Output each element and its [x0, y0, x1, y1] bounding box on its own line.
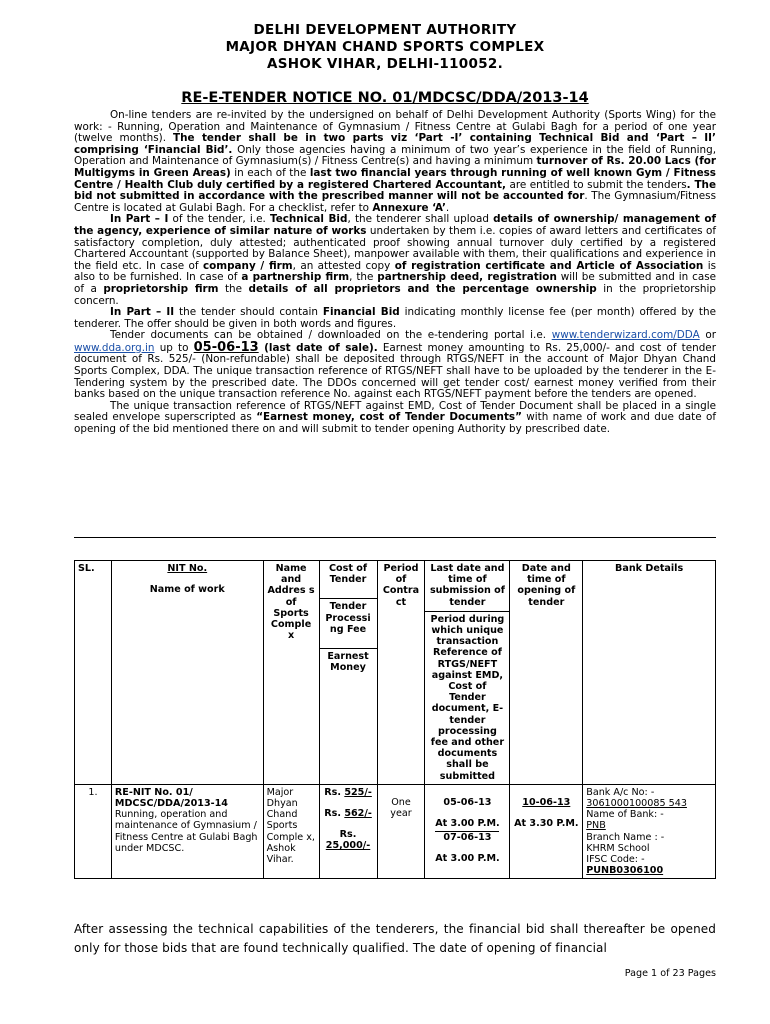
- header-opening: Date and time of opening of tender: [510, 561, 583, 785]
- table-row: [75, 784, 716, 879]
- notice-body: [74, 110, 716, 436]
- header-bank: Bank Details: [583, 561, 716, 785]
- row-period: One year: [377, 784, 425, 879]
- paragraph-part-two: In Part – II the tender should contain Financial Bid indicating monthly license fee (per month) offered by the tenderer. The offer should be given in both words and figures.: [74, 306, 716, 330]
- header-address: ASHOK VIHAR, DELHI-110052.: [266, 56, 504, 72]
- financial-bid-paragraph: After assessing the technical capabilities of the tenderers, the financial bid shall thereafter be opened only for those bids that are found technically qualified. The date of opening of financial: [74, 922, 716, 955]
- header-period: Period of Contra ct: [377, 561, 425, 785]
- header-last-date: Last date and time of submission of tender Period during which unique transaction Reference of RTGS/NEFT against EMD, Cost of Tender document, E-tender processing fee and other documents shall be submitted: [425, 561, 510, 785]
- last-sale-date: 05-06-13: [193, 339, 259, 355]
- paragraph-intro: On-line tenders are re-invited by the undersigned on behalf of Delhi Development Authority (Sports Wing) for the work: - Running, Operation and Maintenance of Gymnasium / Fitness Centre at Gulabi Bagh for a period of one year (twelve months). The tender shall be in two parts viz ‘Part -I’ containing Technical Bid and ‘Part – II’ comprising ‘Financial Bid’. Only those agencies having a minimum of two year’s experience in the field of Running, Operation and Maintenance of Gymnasium(s) / Fitness Centre(s) and having a minimum turnover of Rs. 20.00 Lacs (for Multigyms in Green Areas) in each of the last two financial years through running of well known Gym / Fitness Centre / Health Club duly certified by a registered Chartered Accountant, are entitled to submit the tenders. The bid not submitted in accordance with the prescribed manner will not be accounted for. The Gymnasium/Fitness Centre is located at Gulabi Bagh. For a checklist, refer to Annexure ‘A’.: [74, 109, 716, 214]
- row-opening: 10-06-13 At 3.30 P.M.: [510, 784, 583, 879]
- header-cost: Cost of Tender Tender Processi ng Fee Earnest Money: [319, 561, 377, 785]
- header-authority: DELHI DEVELOPMENT AUTHORITY: [253, 22, 517, 38]
- section-divider: [74, 537, 716, 538]
- dda-link[interactable]: www.dda.org.in: [74, 341, 155, 354]
- paragraph-envelope: The unique transaction reference of RTGS/NEFT against EMD, Cost of Tender Document shall be placed in a single sealed envelope superscripted as “Earnest money, cost of Tender Documents” with name of work and due date of opening of the bid mentioned there on and will submit to tender opening Authority by prescribed date.: [74, 399, 716, 436]
- page-number: Page 1 of 23 Pages: [624, 968, 716, 979]
- tenderwizard-link[interactable]: www.tenderwizard.com/DDA: [551, 329, 700, 342]
- tender-table: [74, 560, 716, 879]
- row-sl: 1.: [75, 784, 112, 879]
- header-address: Name and Addres s of Sports Comple x: [263, 561, 319, 785]
- row-nit: RE-NIT No. 01/ MDCSC/DDA/2013-14 Running, operation and maintenance of Gymnasium / Fitness Centre at Gulabi Bagh under MDCSC.: [111, 784, 263, 879]
- header-complex: MAJOR DHYAN CHAND SPORTS COMPLEX: [225, 39, 545, 55]
- row-costs: Rs. 525/- Rs. 562/- Rs. 25,000/-: [319, 784, 377, 879]
- row-address: Major Dhyan Chand Sports Comple x, Ashok Vihar.: [263, 784, 319, 879]
- header-sl: SL.: [75, 561, 112, 785]
- paragraph-part-one: In Part – I of the tender, i.e. Technical Bid, the tenderer shall upload details of ownership/ management of the agency, experience of similar nature of works undertaken by them i.e. copies of award letters and certificates of satisfactory completion, duly attested; authenticated proof showing annual turnover duly certified by a registered Chartered Accountant (supported by Balance Sheet), manpower available with them, their qualifications and experience in the field etc. In case of company / firm, an attested copy of registration certificate and Article of Association is also to be furnished. In case of a partnership firm, the partnership deed, registration will be submitted and in case of a proprietorship firm the details of all proprietors and the percentage ownership in the proprietorship concern.: [74, 213, 717, 307]
- header-nit: NIT No. Name of work: [111, 561, 263, 785]
- table-header-row: [75, 561, 716, 785]
- row-dates: 05-06-13 At 3.00 P.M. 07-06-13 At 3.00 P.M.: [425, 784, 510, 879]
- row-bank: Bank A/c No: - 3061000100085 543 Name of Bank: - PNB Branch Name : - KHRM School IFSC Code: - PUNB0306100: [583, 784, 716, 879]
- notice-title: RE-E-TENDER NOTICE NO. 01/MDCSC/DDA/2013-14: [181, 90, 589, 106]
- paragraph-documents: Tender documents can be obtained / downloaded on the e-tendering portal i.e. www.tenderwizard.com/DDA or www.dda.org.in up to 05-06-13 (last date of sale). Earnest money amounting to Rs. 25,000/- and cost of tender document of Rs. 525/- (Non-refundable) shall be deposited through RTGS/NEFT in the account of Major Dhyan Chand Sports Complex, DDA. The unique transaction reference of RTGS/NEFT shall have to be uploaded by the tenderer in the E-Tendering system by the prescribed date. The DDOs concerned will get tender cost/ earnest money verified from their banks based on the unique transaction reference No. against each RTGS/NEFT payment before the tenders are opened.: [74, 329, 716, 401]
